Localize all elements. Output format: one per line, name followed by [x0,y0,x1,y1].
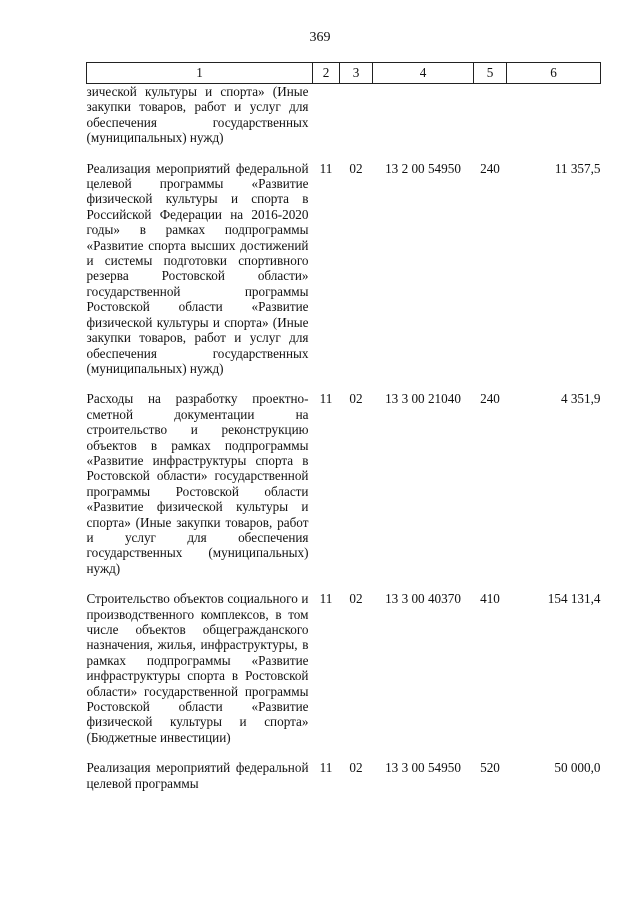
header-col-1: 1 [87,63,313,84]
row-subsection: 02 [349,760,363,776]
header-col-4: 4 [373,63,474,84]
row-amount [507,84,601,146]
row-description: Реализация мероприятий федеральной целевой программы [86,760,309,791]
row-amount: 154 131,4 [547,591,601,607]
row-expense-type: 520 [480,760,500,776]
row-spacer [87,376,601,391]
row-subsection: 02 [349,160,363,176]
row-description: Строительство объектов социального и производственного комплексов, в том числе объектов общегражданского назначения, жилья, инфраструктуры, в рамках подпрограммы «Развитие инфраструктуры спорта в Ростовской области» государственной программы Ростовской области «Развитие физической культуры и спорта» (Бюджетные инвестиции) [86,591,309,745]
row-subsection [340,84,373,146]
row-section: 11 [319,160,333,176]
header-col-6: 6 [507,63,601,84]
row-target-article: 13 3 00 21040 [385,391,461,407]
row-expense-type: 240 [480,391,500,407]
page-number: 369 [309,30,331,45]
row-section [313,84,340,146]
header-col-3: 3 [340,63,373,84]
row-description: Расходы на разработку проектно-сметной документации на строительство и реконструкцию объектов в рамках подпрограммы «Развитие инфраструктуры спорта в Ростовской области» государственной программы Ростовской области «Развитие физической культуры и спорта» (Иные закупки товаров, работ и услуг для обеспечения государственных (муниципальных) нужд) [86,391,309,576]
row-spacer [87,745,601,760]
row-subsection: 02 [349,391,363,407]
header-col-5: 5 [474,63,507,84]
row-description: Реализация мероприятий федеральной целевой программы «Развитие физической культуры и спорта в Российской Федерации на 2016-2020 годы» в рамках подпрограммы «Развитие спорта высших достижений и системы подготовки спортивного резерва Ростовской области» государственной программы Ростовской области «Развитие физической культуры и спорта» (Иные закупки товаров, работ и услуг для обеспечения государственных (муниципальных) нужд) [86,160,309,376]
row-section: 11 [319,760,333,776]
row-section: 11 [319,591,333,607]
table-row [87,84,601,146]
header-col-2: 2 [313,63,340,84]
row-amount: 50 000,0 [554,760,601,776]
row-section: 11 [319,391,333,407]
table-row [87,161,601,377]
table-header-row [87,63,601,84]
row-target-article: 13 3 00 54950 [385,760,461,776]
row-expense-type: 240 [480,160,500,176]
row-amount: 4 351,9 [560,391,601,407]
row-target-article: 13 3 00 40370 [385,591,461,607]
table-row [87,591,601,745]
row-expense-type [474,84,507,146]
row-expense-type: 410 [480,591,500,607]
row-amount: 11 357,5 [554,160,601,176]
row-description: зической культуры и спорта» (Иные закупки товаров, работ и услуг для обеспечения государственных (муниципальных) нужд) [86,84,309,146]
row-target-article: 13 2 00 54950 [385,160,461,176]
row-subsection: 02 [349,591,363,607]
budget-table [86,62,601,791]
row-target-article [373,84,474,146]
table-row [87,391,601,576]
row-spacer [87,146,601,161]
row-spacer [87,576,601,591]
table-row [87,760,601,791]
